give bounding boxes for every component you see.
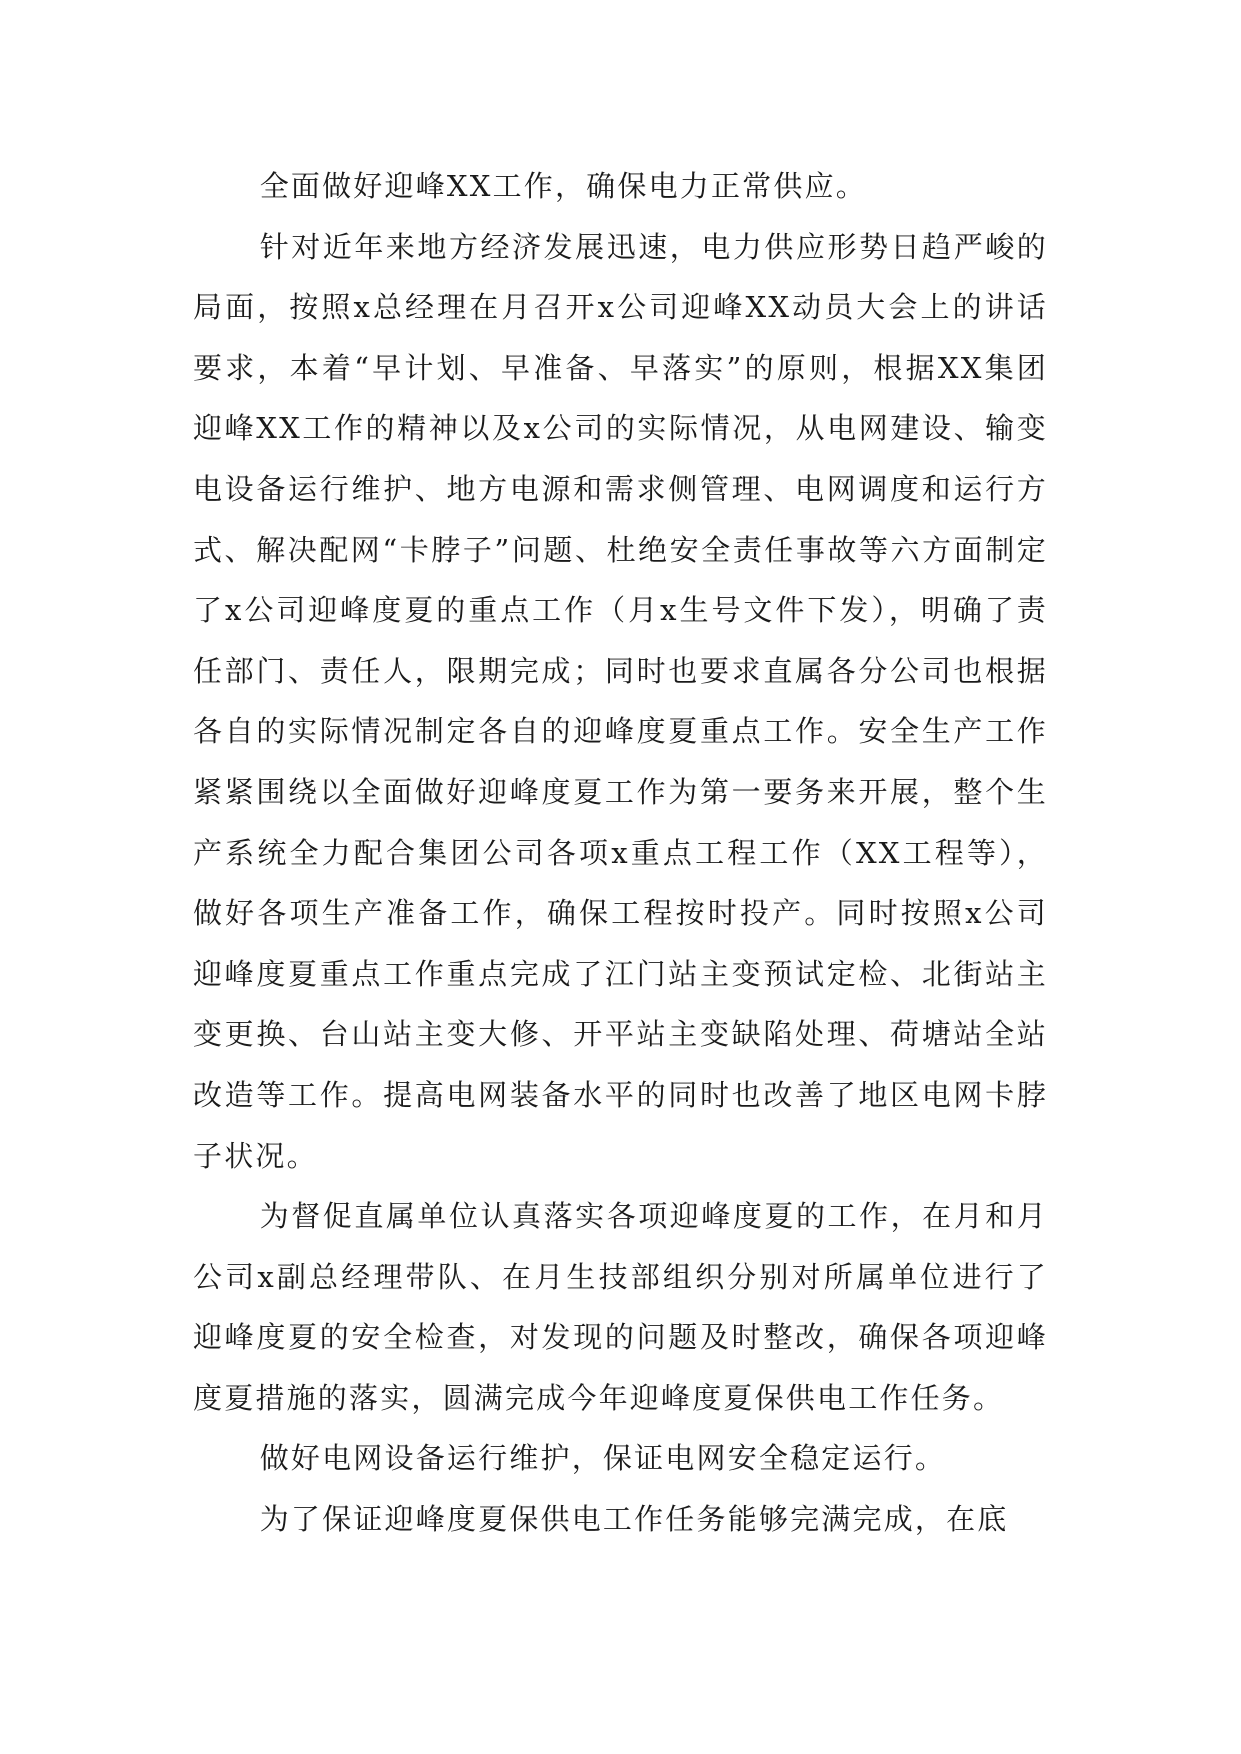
paragraph-5: 为了保证迎峰度夏保供电工作任务能够完满完成，在底 — [259, 1502, 1009, 1537]
paragraph-4: 做好电网设备运行维护，保证电网安全稳定运行。 — [259, 1441, 947, 1476]
paragraph-1: 全面做好迎峰XX工作，确保电力正常供应。 — [259, 169, 867, 203]
document-body — [193, 156, 1048, 1550]
paragraph-2: 针对近年来地方经济发展迅速，电力供应形势日趋严峻的局面，按照x总经理在月召开x公司迎峰XX动员大会上的讲话要求，本着“早计划、早准备、早落实”的原则，根据XX集团迎峰XX工作的精神以及x公司的实际情况，从电网建设、输变电设备运行维护、地方电源和需求侧管理、电网调度和运行方式、解决配网“卡脖子”问题、杜绝安全责任事故等六方面制定了x公司迎峰度夏的重点工作（月x生号文件下发），明确了责任部门、责任人，限期完成；同时也要求直属各分公司也根据各自的实际情况制定各自的迎峰度夏重点工作。安全生产工作紧紧围绕以全面做好迎峰度夏工作为第一要务来开展，整个生产系统全力配合集团公司各项x重点工程工作（XX工程等），做好各项生产准备工作，确保工程按时投产。同时按照x公司迎峰度夏重点工作重点完成了江门站主变预试定检、北街站主变更换、台山站主变大修、开平站主变缺陷处理、荷塘站全站改造等工作。提高电网装备水平的同时也改善了地区电网卡脖子状况。 — [193, 229, 1048, 1173]
paragraph-3: 为督促直属单位认真落实各项迎峰度夏的工作，在月和月公司x副总经理带队、在月生技部组织分别对所属单位进行了迎峰度夏的安全检查，对发现的问题及时整改，确保各项迎峰度夏措施的落实，圆满完成今年迎峰度夏保供电工作任务。 — [193, 1199, 1048, 1415]
